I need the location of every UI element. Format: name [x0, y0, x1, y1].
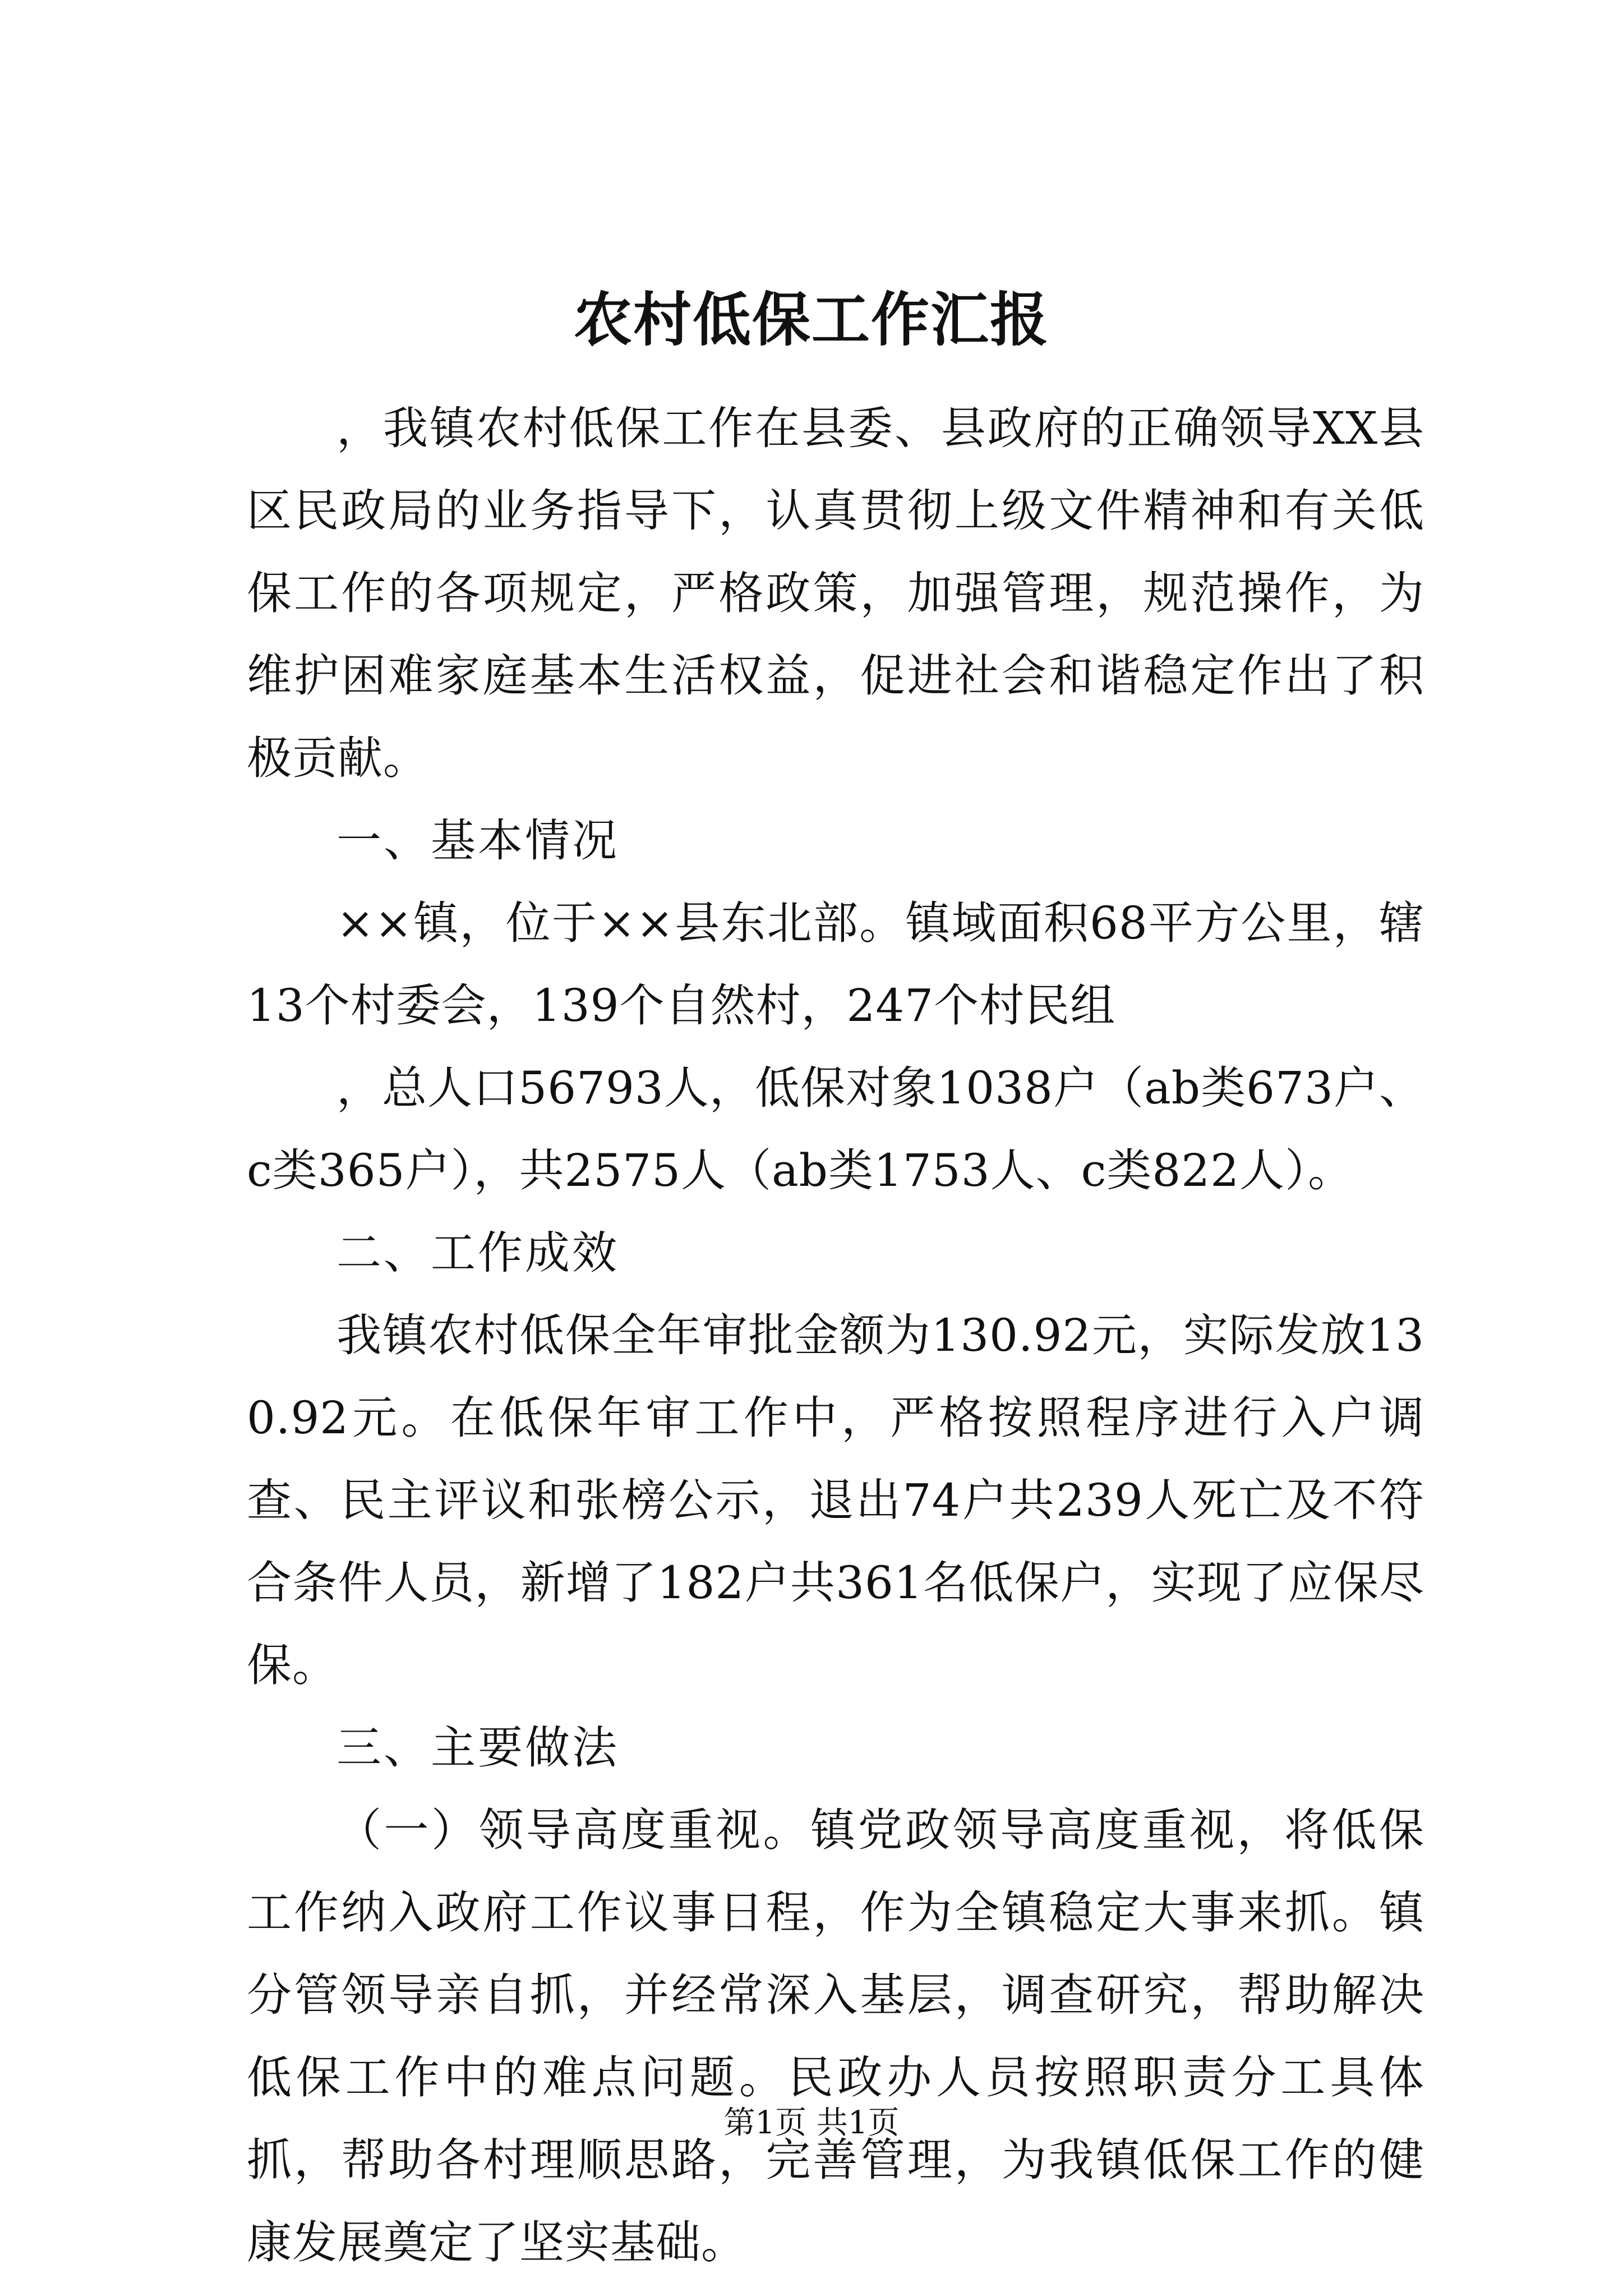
- intro-paragraph: ，我镇农村低保工作在县委、县政府的正确领导XX县区民政局的业务指导下，认真贯彻上级文件精神和有关低保工作的各项规定，严格政策，加强管理，规范操作，为维护困难家庭基本生活权益，促进社会和谐稳定作出了积极贡献。: [247, 402, 1424, 784]
- section-heading-main-practices: 三、主要做法: [336, 1722, 619, 1774]
- document-title: 农村低保工作汇报: [573, 285, 1049, 354]
- section-heading-results: 二、工作成效: [336, 1227, 619, 1279]
- main-practices-paragraph: （一）领导高度重视。镇党政领导高度重视，将低保工作纳入政府工作议事日程，作为全镇稳定大事来抓。镇分管领导亲自抓，并经常深入基层，调查研究，帮助解决低保工作中的难点问题。民政办人员按照职责分工具体抓，帮助各村理顺思路，完善管理，为我镇低保工作的健康发展奠定了坚实基础。: [247, 1804, 1424, 2269]
- results-paragraph: 我镇农村低保全年审批金额为130.92元，实际发放130.92元。在低保年审工作中，严格按照程序进行入户调查、民主评议和张榜公示，退出74户共239人死亡及不符合条件人员，新增了182户共361名低保户，实现了应保尽保。: [247, 1309, 1424, 1691]
- basic-situation-paragraph-2: ，总人口56793人，低保对象1038户（ab类673户、c类365户），共2575人（ab类1753人、c类822人）。: [247, 1062, 1424, 1197]
- basic-situation-paragraph-1: ××镇，位于××县东北部。镇域面积68平方公里，辖13个村委会，139个自然村，247个村民组: [247, 897, 1424, 1032]
- page-number-footer: 第1页 共1页: [723, 2105, 900, 2141]
- document-body: [247, 387, 1424, 2284]
- section-heading-basic-situation: 一、基本情况: [336, 815, 619, 867]
